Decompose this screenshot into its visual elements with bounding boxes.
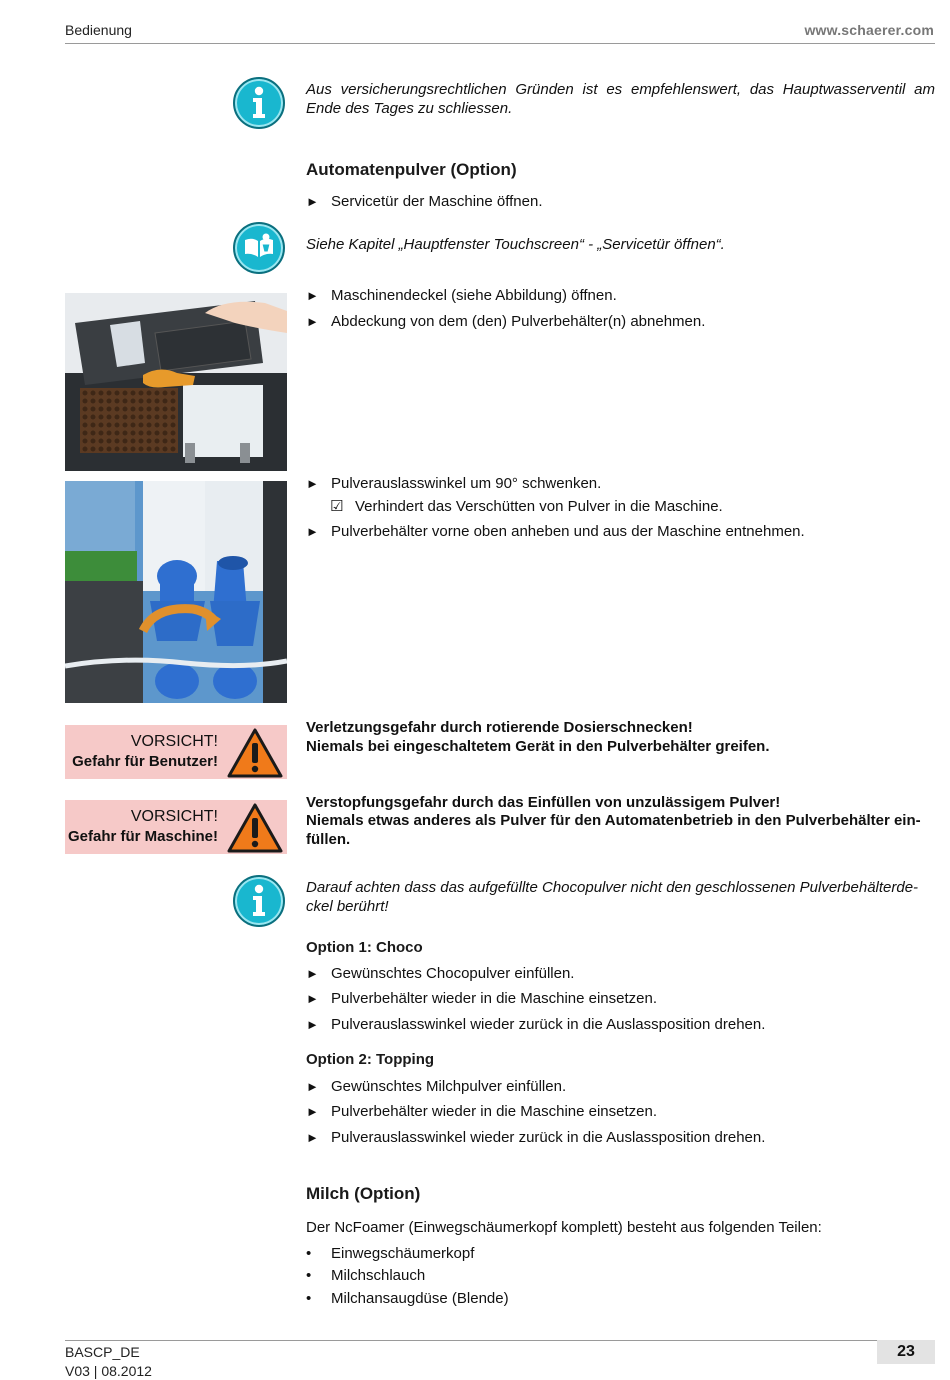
header-section: Bedienung [65,22,132,38]
footer-doc-id: BASCP_DE [65,1344,140,1360]
option-2-step: ► Pulverauslasswinkel wieder zurück in die Auslassposition drehen. [306,1129,766,1146]
step-arrow-icon: ► [306,1079,319,1094]
section-title-milch: Milch (Option) [306,1184,421,1203]
warning-text-machine-1: Verstopfungsgefahr durch das Einfüllen von unzulässigem Pulver! [306,794,781,811]
warning-box-machine [65,800,287,854]
warning-title: VORSICHT! [130,733,218,750]
option-1-step: ► Pulverbehälter wieder in die Maschine einsetzen. [306,990,658,1007]
step-arrow-icon: ► [306,991,319,1006]
list-item: • Milchansaugdüse (Blende) [306,1290,509,1307]
option-1-title: Option 1: Choco [306,939,423,956]
option-2-step: ► Pulverbehälter wieder in die Maschine einsetzen. [306,1103,658,1120]
photo-powder-outlet-rotation [65,481,287,703]
step-remove-cover: ► Abdeckung von dem (den) Pulverbehälter(n) abnehmen. [306,313,706,330]
list-item: • Einwegschäumerkopf [306,1245,475,1262]
step-open-machine-lid: ► Maschinendeckel (siehe Abbildung) öffnen. [306,287,617,304]
warning-triangle-icon [227,728,283,778]
list-item: • Milchschlauch [306,1267,426,1284]
info-note-choco-2: ckel berührt! [306,898,389,915]
step-arrow-icon: ► [306,314,319,329]
manual-reference-icon [233,222,285,274]
warning-subtitle: Gefahr für Maschine! [67,828,218,845]
step-arrow-icon: ► [306,194,319,209]
step-rotate-outlet: ► Pulverauslasswinkel um 90° schwenken. [306,475,602,492]
milch-intro: Der NcFoamer (Einwegschäumerkopf komplett) besteht aus folgenden Teilen: [306,1219,822,1236]
reference-service-door[interactable]: Siehe Kapitel „Hauptfenster Touchscreen“ - „Servicetür öffnen“. [306,236,725,253]
footer-version: V03 | 08.2012 [65,1363,152,1379]
result-prevents-spill: ☑ Verhindert das Verschütten von Pulver in die Maschine. [330,498,723,515]
option-1-step: ► Pulverauslasswinkel wieder zurück in die Auslassposition drehen. [306,1016,766,1033]
header-rule [65,43,935,44]
option-2-step: ► Gewünschtes Milchpulver einfüllen. [306,1078,567,1095]
footer-rule [65,1340,935,1341]
warning-title: VORSICHT! [130,808,218,825]
step-arrow-icon: ► [306,476,319,491]
info-icon [233,875,285,927]
option-1-step: ► Gewünschtes Chocopulver einfüllen. [306,965,575,982]
step-arrow-icon: ► [306,1104,319,1119]
bullet-icon: • [306,1245,312,1262]
step-arrow-icon: ► [306,1017,319,1032]
bullet-icon: • [306,1267,312,1284]
section-title-automatenpulver: Automatenpulver (Option) [306,160,517,179]
page-number: 23 [877,1340,935,1364]
warning-triangle-icon [227,803,283,853]
bullet-icon: • [306,1290,312,1307]
step-open-service-door: ► Servicetür der Maschine öffnen. [306,193,543,210]
step-arrow-icon: ► [306,288,319,303]
warning-text-machine-3: füllen. [306,831,351,848]
result-check-icon: ☑ [330,498,344,515]
warning-text-user-2: Niemals bei eingeschaltetem Gerät in den Pulverbehälter greifen. [306,738,770,755]
warning-box-user [65,725,287,779]
warning-subtitle: Gefahr für Benutzer! [72,753,218,770]
header-website[interactable]: www.schaerer.com [804,22,934,38]
warning-text-machine-2: Niemals etwas anderes als Pulver für den Automatenbetrieb in den Pulverbehälter ein- [306,812,921,829]
step-arrow-icon: ► [306,1130,319,1145]
step-arrow-icon: ► [306,966,319,981]
step-arrow-icon: ► [306,524,319,539]
option-2-title: Option 2: Topping [306,1051,435,1068]
info-icon [233,77,285,129]
step-remove-container: ► Pulverbehälter vorne oben anheben und aus der Maschine entnehmen. [306,523,805,540]
info-note-choco-1: Darauf achten dass das aufgefüllte Chocopulver nicht den geschlossenen Pulverbehälterde- [306,879,919,896]
photo-open-machine-lid [65,293,287,471]
warning-text-user-1: Verletzungsgefahr durch rotierende Dosierschnecken! [306,719,693,736]
info-note-insurance: Aus versicherungsrechtlichen Gründen ist es empfehlenswert, das Hauptwasserventil am Ende des Tages zu schliessen. [306,81,935,117]
